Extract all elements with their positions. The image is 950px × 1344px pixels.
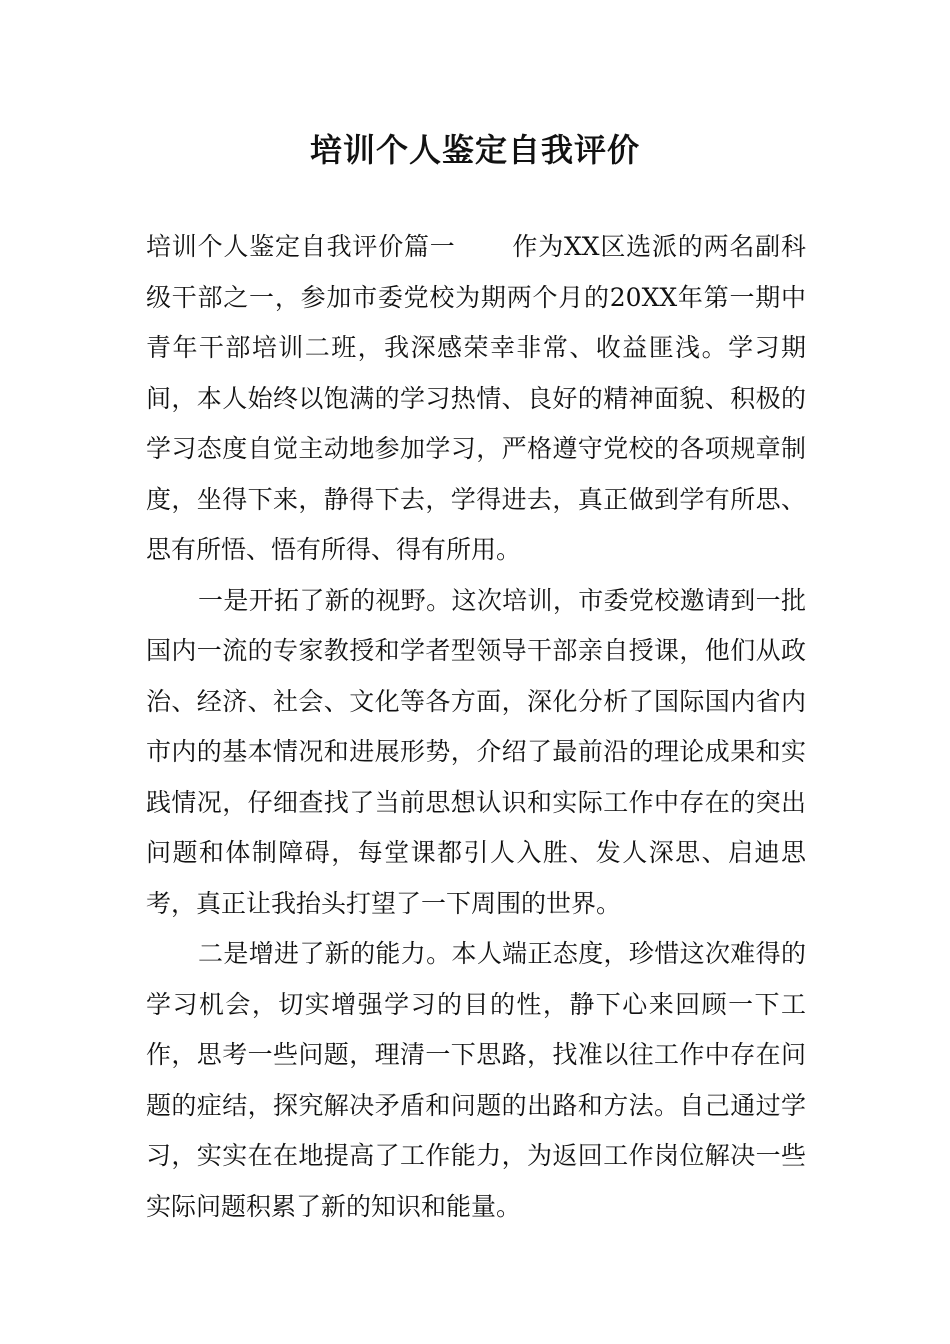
paragraph-ability: 二是增进了新的能力。本人端正态度，珍惜这次难得的学习机会，切实增强学习的目的性，静下心来回顾一下工作，思考一些问题，理清一下思路，找准以往工作中存在问题的症结，探究解决矛盾和问题的出路和方法。自己通过学习，实实在在地提高了工作能力，为返回工作岗位解决一些实际问题积累了新的知识和能量。 xyxy=(146,939,806,1221)
section-label: 培训个人鉴定自我评价篇一 xyxy=(146,232,456,261)
paragraph-intro xyxy=(146,222,806,576)
paragraph-vision: 一是开拓了新的视野。这次培训，市委党校邀请到一批国内一流的专家教授和学者型领导干部亲自授课，他们从政治、经济、社会、文化等各方面，深化分析了国际国内省内市内的基本情况和进展形势，介绍了最前沿的理论成果和实践情况，仔细查找了当前思想认识和实际工作中存在的突出问题和体制障碍，每堂课都引人入胜、发人深思、启迪思考，真正让我抬头打望了一下周围的世界。 xyxy=(146,585,806,918)
paragraph-text: 作为XX区选派的两名副科级干部之一，参加市委党校为期两个月的20XX年第一期中青年干部培训二班，我深感荣幸非常、收益匪浅。学习期间，本人始终以饱满的学习热情、良好的精神面貌、积极的学习态度自觉主动地参加学习，严格遵守党校的各项规章制度，坐得下来，静得下去，学得进去，真正做到学有所思、思有所悟、悟有所得、得有所用。 xyxy=(146,232,806,564)
document-title: 培训个人鉴定自我评价 xyxy=(309,131,640,169)
document-body xyxy=(146,222,806,1232)
